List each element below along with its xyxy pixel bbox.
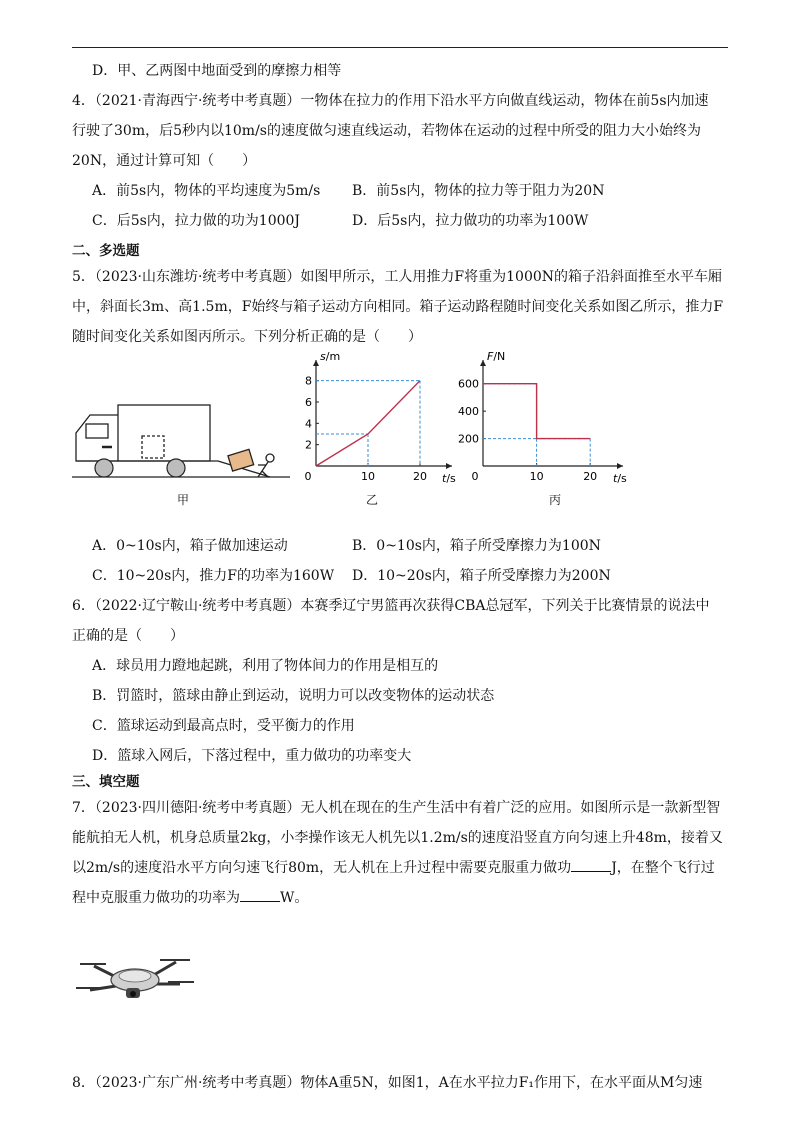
q7-stem-line4: 程中克服重力做功的功率为 W。 bbox=[72, 890, 309, 906]
q7-stem-line2: 能航拍无人机，机身总质量2kg，小李操作该无人机先以1.2m/s的速度沿竖直方向匀速上升48m，接着又 bbox=[72, 830, 723, 846]
figure-label-jia: 甲 bbox=[177, 493, 190, 507]
y-tick-label: 400 bbox=[458, 405, 479, 419]
chart-distance-time bbox=[292, 350, 472, 485]
x-tick-label: 20 bbox=[413, 470, 427, 483]
header-rule bbox=[72, 47, 728, 48]
q5-option-a: A．0~10s内，箱子做加速运动 bbox=[92, 538, 288, 554]
q6-option-c: C．篮球运动到最高点时，受平衡力的作用 bbox=[92, 718, 355, 734]
y-tick-label: 2 bbox=[305, 438, 312, 452]
q4-stem-line3: 20N，通过计算可知（ ） bbox=[72, 153, 257, 169]
q5-stem-line2: 中，斜面长3m、高1.5m，F始终与箱子运动方向相同。箱子运动路程随时间变化关系如图乙所示，推力F bbox=[72, 299, 724, 315]
q7-stem-line1: 7．（2023·四川德阳·统考中考真题）无人机在现在的生产生活中有着广泛的应用。如图所示是一款新型智 bbox=[72, 800, 721, 816]
x-tick-label: 10 bbox=[361, 470, 375, 483]
y-tick-label: 8 bbox=[305, 374, 312, 388]
x-tick-label: 0 bbox=[304, 470, 312, 483]
x-tick-label: 0 bbox=[471, 470, 479, 483]
drone-image bbox=[72, 948, 197, 1010]
figure-label-yi: 乙 bbox=[366, 493, 379, 507]
y-axis-arrow bbox=[480, 360, 486, 366]
q3-option-d: D．甲、乙两图中地面受到的摩擦力相等 bbox=[92, 63, 342, 79]
answer-blank-1[interactable] bbox=[571, 859, 611, 872]
x-axis-label: t/s bbox=[613, 472, 627, 485]
y-tick-label: 200 bbox=[458, 432, 479, 446]
q4-option-b: B．前5s内，物体的拉力等于阻力为20N bbox=[352, 183, 605, 199]
chart-force-time bbox=[455, 350, 645, 485]
q6-stem-line1: 6．（2022·辽宁鞍山·统考中考真题）本赛季辽宁男篮再次获得CBA总冠军，下列关于比赛情景的说法中 bbox=[72, 598, 710, 614]
y-tick-label: 6 bbox=[305, 396, 312, 409]
series-line bbox=[316, 381, 420, 466]
q4-option-c: C．后5s内，拉力做的功为1000J bbox=[92, 213, 301, 229]
q4-option-a: A．前5s内，物体的平均速度为5m/s bbox=[92, 183, 321, 199]
q4-stem-line1: 4．（2021·青海西宁·统考中考真题）一物体在拉力的作用下沿水平方向做直线运动，物体在前5s内加速 bbox=[72, 93, 709, 109]
q6-option-a: A．球员用力蹬地起跳，利用了物体间力的作用是相互的 bbox=[92, 658, 439, 674]
x-tick-label: 10 bbox=[529, 470, 544, 483]
q5-option-d: D．10~20s内，箱子所受摩擦力为200N bbox=[352, 568, 611, 584]
q6-option-d: D．篮球入网后，下落过程中，重力做功的功率变大 bbox=[92, 748, 412, 764]
figure-label-bing: 丙 bbox=[549, 493, 562, 507]
x-axis-arrow bbox=[617, 463, 623, 469]
q4-stem-line2: 行驶了30m，后5秒内以10m/s的速度做匀速直线运动，若物体在运动的过程中所受的阻力大小始终为 bbox=[72, 123, 701, 139]
y-tick-label: 600 bbox=[458, 377, 479, 391]
section-heading-multi-choice: 二、多选题 bbox=[72, 243, 140, 259]
q8-stem-line1: 8．（2023·广东广州·统考中考真题）物体A重5N，如图1，A在水平拉力F₁作用下，在水平面从M匀速 bbox=[72, 1075, 703, 1091]
x-tick-label: 20 bbox=[583, 470, 598, 483]
y-axis-arrow bbox=[313, 360, 319, 366]
q5-option-b: B．0~10s内，箱子所受摩擦力为100N bbox=[352, 538, 601, 554]
q4-option-d: D．后5s内，拉力做功的功率为100W bbox=[352, 213, 589, 229]
series-line bbox=[483, 384, 590, 439]
section-heading-fill-blank: 三、填空题 bbox=[72, 774, 140, 790]
y-axis-label: F/N bbox=[487, 350, 506, 363]
q7-stem-line3: 以2m/s的速度沿水平方向匀速飞行80m，无人机在上升过程中需要克服重力做功 J，在整个飞行过 bbox=[72, 860, 715, 876]
q5-stem-line3: 随时间变化关系如图丙所示。下列分析正确的是（ ） bbox=[72, 329, 422, 345]
q6-option-b: B．罚篮时，篮球由静止到运动，说明力可以改变物体的运动状态 bbox=[92, 688, 495, 704]
answer-blank-2[interactable] bbox=[240, 889, 280, 902]
q5-option-c: C．10~20s内，推力F的功率为160W bbox=[92, 568, 335, 584]
y-tick-label: 4 bbox=[305, 417, 312, 431]
q5-stem-line1: 5．（2023·山东潍坊·统考中考真题）如图甲所示，工人用推力F将重为1000N的箱子沿斜面推至水平车厢 bbox=[72, 269, 723, 285]
x-axis-arrow bbox=[446, 463, 452, 469]
x-axis-label: t/s bbox=[442, 472, 456, 485]
q6-stem-line2: 正确的是（ ） bbox=[72, 628, 184, 644]
y-axis-label: s/m bbox=[320, 350, 341, 363]
